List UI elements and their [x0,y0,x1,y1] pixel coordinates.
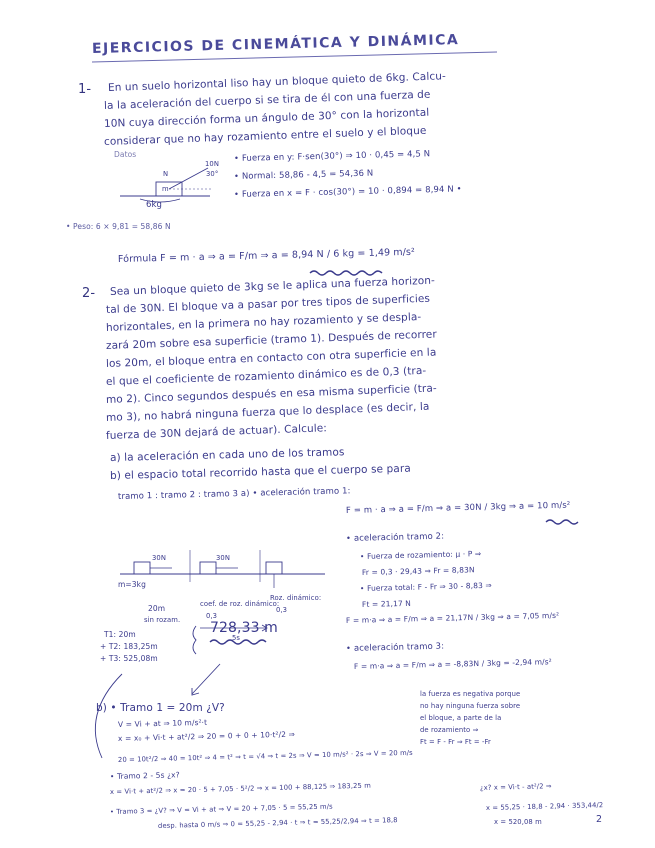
ex1-block-diagram [120,162,240,212]
notebook-page [48,14,616,840]
datos-label: Datos [114,150,137,159]
ex2-coef-label: coef. de roz. dinámico: [200,600,280,608]
t3-note: no hay ninguna fuerza sobre [420,702,521,710]
b-line: x = Vi·t + at²/2 ⇒ x = 20 · 5 + 7,05 · 5²/2 ⇒ x = 100 + 88,125 ⇒ 183,25 m [109,781,371,796]
title-underline [92,58,502,64]
t3-line: • aceleración tramo 3: [345,641,445,654]
ex1-formula: Fórmula F = m · a ⇒ a = F/m ⇒ a = 8,94 N / 6 kg = 1,49 m/s² [117,246,416,265]
ex1-force-label: 10N [205,160,220,168]
b-line: desp. hasta 0 m/s ⇒ 0 = 55,25 - 2,94 · t ⇒ t = 55,25/2,94 ⇒ t = 18,8 [157,816,398,830]
ex1-mass-label: 6kg [146,200,163,210]
ex2-coef-value: 0,3 [206,612,218,620]
t2-line: • aceleración tramo 2: [345,531,445,544]
mass-brace [140,199,180,205]
ex2-statement-line: los 20m, el bloque entra en contacto con otra superficie en la [105,346,437,370]
ex2-d1: 20m [148,604,166,613]
ex2-statement-line: horizontales, en la primera no hay rozamiento y se despla- [105,310,422,334]
ex2-question: b) el espacio total recorrido hasta que el cuerpo se para [109,462,411,482]
ex1-statement-line: 10N cuya dirección forma un ángulo de 30° con la horizontal [103,106,430,130]
ex2-force-label-2: 30N [216,554,231,562]
b-line: 20 = 10t²/2 ⇒ 40 = 10t² ⇒ 4 = t² ⇒ t = √4 ⇒ t = 2s ⇒ V = 10 m/s² · 2s ⇒ V = 20 m/s [117,748,413,764]
page-number: 2 [596,814,603,825]
t1-result-squiggle [546,518,586,526]
t3-note: la fuerza es negativa porque [420,690,521,698]
ex2-roz-label: Roz. dinámico: [270,594,322,602]
ex1-statement-line: la la aceleración del cuerpo si se tira de él con una fuerza de [103,88,431,112]
right-bottom-result: x = 520,08 m [494,818,542,826]
ex2-statement-line: zará 20m sobre esa superficie (tramo 1). Después de recorrer [105,328,438,352]
total-part: + T2: 183,25m [100,642,158,651]
ex1-line: • Fuerza en y: F·sen(30°) ⇒ 10 · 0,45 = 4,5 N [233,149,431,164]
b-line: x = x₀ + Vi·t + at²/2 ⇒ 20 = 0 + 0 + 10·t²/2 ⇒ [117,729,296,743]
ex2-question: a) la aceleración en cada uno de los tramos [109,446,345,464]
ex2-statement-line: mo 2). Cinco segundos después en esa misma superficie (tra- [105,382,437,406]
b-line: V = Vi + at ⇒ 10 m/s²·t [117,717,208,729]
total-part: T1: 20m [104,630,136,639]
ex1-m-label: m [162,185,169,193]
t2-line: • Fuerza de rozamiento: μ · P ⇒ [359,549,482,561]
t2-line: Fr = 0,3 · 29,43 ⇒ Fr = 8,83N [361,565,475,577]
t1-formula: F = m · a ⇒ a = F/m ⇒ a = 30N / 3kg ⇒ a = 10 m/s² [345,500,571,516]
ex2-mass-label: m=3kg [118,580,146,589]
t2-line: Ft = 21,17 N [361,598,412,609]
ex2-statement-line: fuerza de 30N dejará de actuar). Calcule: [105,422,328,442]
t3-line: F = m·a ⇒ a = F/m ⇒ a = -8,83N / 3kg = -2,94 m/s² [353,657,552,671]
ex2-d1-note: sin rozam. [144,616,181,624]
ex1-peso: • Peso: 6 × 9,81 = 58,86 N [66,222,171,231]
ex2-statement-line: el que el coeficiente de rozamiento dinámico es de 0,3 (tra- [105,364,427,388]
ex2-force-label: 30N [152,554,167,562]
t2-line: F = m·a ⇒ a = F/m ⇒ a = 21,17N / 3kg ⇒ a = 7,05 m/s² [345,610,560,625]
ex1-line: • Fuerza en x = F · cos(30°) = 10 · 0,894 = 8,94 N • [233,184,462,200]
ex2-statement-line: tal de 30N. El bloque va a pasar por tres tipos de superficies [105,292,431,316]
total-distance: 728,33 m [210,620,278,636]
t3-note: Ft = F - Fr ⇒ Ft = -Fr [420,738,491,746]
ex1-statement-line: En un suelo horizontal liso hay un bloque quieto de 6kg. Calcu- [107,70,447,94]
ex2-roz-value: 0,3 [276,606,288,614]
ex1-angle-label: 30° [206,170,219,178]
ex1-line: • Normal: 58,86 - 4,5 = 54,36 N [233,168,374,182]
right-bottom-line: ¿x? x = Vi·t - at²/2 ⇒ [479,782,552,792]
tramos-header: tramo 1 : tramo 2 : tramo 3 a) • aceleración tramo 1: [117,486,351,502]
t2-line: • Fuerza total: F - Fr ⇒ 30 - 8,83 ⇒ [359,580,492,593]
b-line: • Tramo 2 - 5s ¿x? [109,770,180,781]
exercise-2-number: 2- [82,286,96,301]
ex2-statement-line: mo 3), no habrá ninguna fuerza que lo desplace (es decir, la [105,400,430,424]
b-line: • Tramo 3 = ¿V? ⇒ V = Vi + at ⇒ V = 20 + 7,05 · 5 = 55,25 m/s [109,802,333,816]
ex1-normal-label: N [163,170,169,178]
t3-note: el bloque, a parte de la [420,714,502,722]
right-bottom-line: x = 55,25 · 18,8 - 2,94 · 353,44/2 [485,801,604,812]
b-header: b) • Tramo 1 = 20m ¿V? [96,702,225,714]
page-title: EJERCICIOS DE CINEMÁTICA Y DINÁMICA [91,32,460,57]
ex2-surfaces-diagram [120,542,330,592]
ex1-statement-line: considerar que no hay rozamiento entre el suelo y el bloque [103,124,427,148]
exercise-1-number: 1- [78,82,92,97]
total-part: + T3: 525,08m [100,654,158,663]
t3-note: de rozamiento ⇒ [420,726,479,734]
ex2-time: 5s [232,634,241,642]
ex2-statement-line: Sea un bloque quieto de 3kg se le aplica una fuerza horizon- [109,274,436,298]
